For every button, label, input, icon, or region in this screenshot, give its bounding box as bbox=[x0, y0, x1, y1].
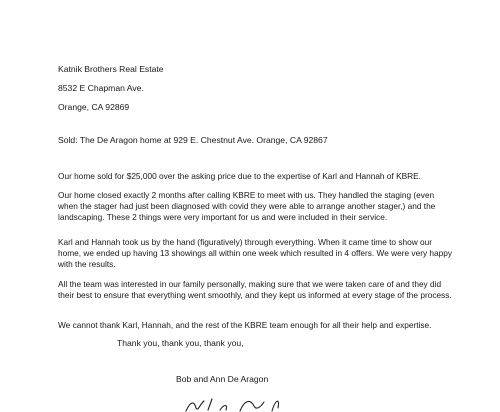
paragraph-thanks: We cannot thank Karl, Hannah, and the rest of the KBRE team enough for all their help and expertise. bbox=[58, 320, 432, 330]
recipient-street: 8532 E Chapman Ave. bbox=[58, 83, 144, 93]
signer-name: Bob and Ann De Aragon bbox=[176, 374, 269, 384]
recipient-company: Katnik Brothers Real Estate bbox=[58, 64, 164, 74]
closing-line: Thank you, thank you, thank you, bbox=[117, 338, 244, 348]
paragraph-closing-staging: Our home closed exactly 2 months after calling KBRE to meet with us. They handled the staging (even when the stager had just been diagnosed with covid they were able to arrange another stager,) and the landscaping. These 2 things were very important for us and were included in their service. bbox=[58, 190, 436, 223]
recipient-city: Orange, CA 92869 bbox=[58, 102, 130, 112]
paragraph-team: All the team was interested in our family personally, making sure that we were taken care of and they did their best to ensure that everything went smoothly, and they kept us informed at every stage of the process. bbox=[58, 279, 452, 301]
paragraph-sale-price: Our home sold for $25,000 over the asking price due to the expertise of Karl and Hannah of KBRE. bbox=[58, 171, 421, 181]
letter-subject: Sold: The De Aragon home at 929 E. Chestnut Ave. Orange, CA 92867 bbox=[58, 135, 328, 145]
paragraph-showings: Karl and Hannah took us by the hand (figuratively) through everything. When it came time to show our home, we ended up having 13 showings all within one week which resulted in 4 offers. We were very happy with the results. bbox=[58, 237, 453, 270]
